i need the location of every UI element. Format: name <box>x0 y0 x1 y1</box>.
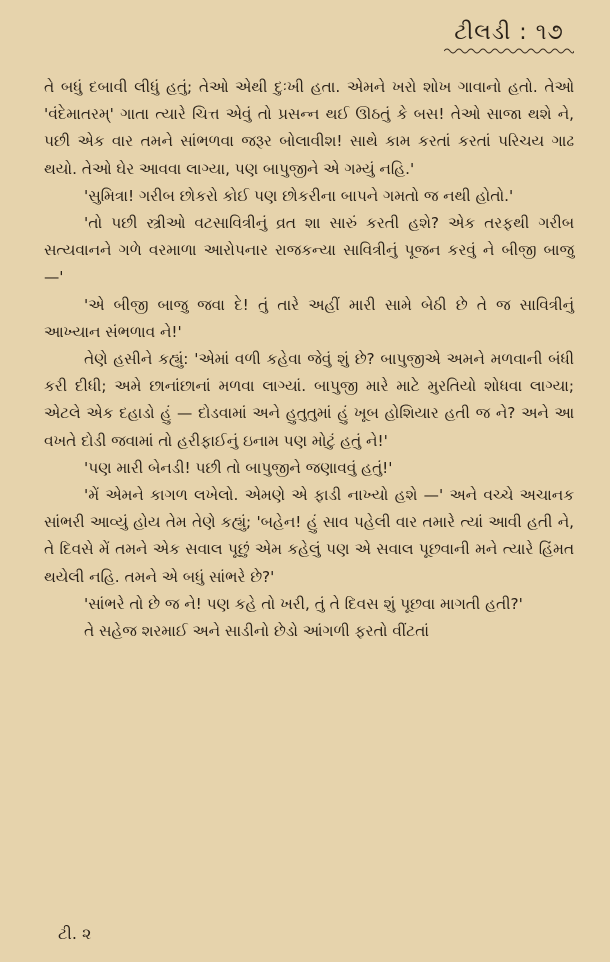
paragraph: 'પણ મારી બેનડી! પછી તો બાપુજીને જણાવવું હતું!' <box>84 458 393 477</box>
paragraph-continued: તે બધું દબાવી લીધું હતું; તેઓ એથી દુઃખી હતા. એમને ખરો શોખ ગાવાનો હતો. તેઓ 'વંદેમાતરમ્' ગાતા ત્યારે ચિત્ત એવું તો પ્રસન્ન થઈ ઊઠતું કે બસ! તેઓ સાજા થશે ને, પછી એક વાર તમને સાંભળવા જરૂર બોલાવીશ! સાથે કામ કરતાં કરતાં પરિચય ગાઢ થયો. તેઓ ઘેર આવવા લાગ્યા, પણ બાપુજીને એ ગમ્યું નહિ.' <box>44 78 574 178</box>
running-head <box>44 20 574 64</box>
paragraph: 'સુમિત્રા! ગરીબ છોકરો કોઈ પણ છોકરીના બાપને ગમતો જ નથી હોતો.' <box>84 186 514 205</box>
paragraph: 'એ બીજી બાજુ જવા દે! તું તારે અહીં મારી સામે બેઠી છે તે જ સાવિત્રીનું આખ્યાન સંભળાવ ને!' <box>44 295 574 341</box>
chapter-page-heading: ટીલડી : ૧૭ <box>454 20 564 45</box>
paragraph: તેણે હસીને કહ્યું: 'એમાં વળી કહેવા જેવું શું છે? બાપુજીએ અમને મળવાની બંધી કરી દીધી; અમે છાનાંછાનાં મળવા લાગ્યાં. બાપુજી મારે માટે મુરતિયો શોધવા લાગ્યા; એટલે એક દહાડો હું — દોડવામાં અને હુતુતુમાં હું ખૂબ હોશિયાર હતી જ ને? અને આ વખતે દોડી જવામાં તો હરીફાઈનું ઇનામ પણ મોટું હતું ને!' <box>44 350 574 450</box>
paragraph: 'તો પછી સ્ત્રીઓ વટસાવિત્રીનું વ્રત શા સારું કરતી હશે? એક તરફથી ગરીબ સત્યવાનને ગળે વરમાળા આરોપનાર રાજકન્યા સાવિત્રીનું પૂજન કરવું ને બીજી બાજુ —' <box>44 214 574 287</box>
paragraph: 'મેં એમને કાગળ લખેલો. એમણે એ ફાડી નાખ્યો હશે —' અને વચ્ચે અચાનક સાંભરી આવ્યું હોય તેમ તેણે કહ્યું; 'બહેન! હું સાવ પહેલી વાર તમારે ત્યાં આવી હતી ને, તે દિવસે મેં તમને એક સવાલ પૂછું એમ કહેલું પણ એ સવાલ પૂછવાની મને ત્યારે હિંમત થયેલી નહિ. તમને એ બધું સાંભરે છે?' <box>44 486 574 586</box>
paragraph-trailing: તે સહેજ શરમાઈ અને સાડીનો છેડો આંગળી ફરતો વીંટતાં <box>84 622 429 641</box>
printer-signature-mark: ટી. ૨ <box>58 924 92 943</box>
running-head-block <box>444 20 574 55</box>
decorative-wavy-rule <box>444 47 574 55</box>
page-body-text <box>44 74 574 645</box>
paragraph: 'સાંભરે તો છે જ ને! પણ કહે તો ખરી, તું તે દિવસ શું પૂછવા માગતી હતી?' <box>84 594 523 613</box>
